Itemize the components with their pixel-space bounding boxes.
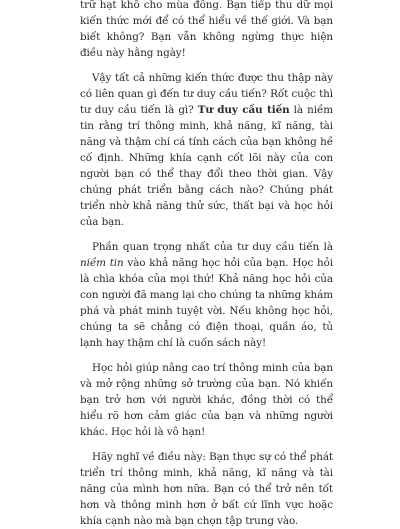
paragraph-1 bbox=[80, 0, 333, 61]
paragraph-2 bbox=[80, 70, 333, 230]
paragraph-2-text-a: Vậy tất cả những kiến thức được thu thập này có liên quan gì đến tư duy cầu tiến? Rốt cuộc thì tư duy cầu tiến là gì? bbox=[80, 72, 333, 116]
body-text bbox=[80, 0, 333, 529]
growth-mindset-term: Tư duy cầu tiến bbox=[197, 104, 290, 116]
belief-term: niềm tin bbox=[80, 257, 124, 269]
paragraph-3-text-b: vào khả năng học hỏi của bạn. Học hỏi là chìa khóa của mọi thứ! Khả năng học hỏi của con người đã mang lại cho chúng ta những khám phá và phát minh tuyệt vời. Nếu không học hỏi, chúng ta sẽ chẳng có điện thoại, quần áo, tủ lạnh hay thậm chí là cuốn sách này! bbox=[80, 257, 333, 349]
paragraph-4 bbox=[80, 360, 333, 440]
paragraph-1-text: trữ hạt khô cho mùa đông. Bạn tiếp thu dữ mọi kiến thức mới để có thể hiểu về thế giới. Và bạn biết không? Bạn vẫn không ngừng thực hiện điều này hằng ngày! bbox=[80, 0, 333, 59]
paragraph-5-text: Hãy nghĩ về điều này: Bạn thực sự có thể phát triển trí thông minh, khả năng, kĩ năng và tài năng của mình hơn nữa. Bạn có thể trở nên tốt hơn và thông minh hơn ở bất cứ lĩnh vực hoặc khía cạnh nào mà bạn chọn tập trung vào. bbox=[80, 451, 333, 527]
paragraph-3-text-a: Phần quan trọng nhất của tư duy cầu tiến là bbox=[92, 241, 333, 253]
paragraph-2-text-b: là niềm tin rằng trí thông minh, khả năng, kĩ năng, tài năng và thậm chí cá tính cách của bạn không hề cố định. Những khía cạnh cốt lõi này của con người bạn có thể thay đổi theo thời gian. Vậy chúng phát triển bằng cách nào? Chúng phát triển nhờ khả năng thử sức, thất bại và học hỏi của bạn. bbox=[80, 104, 333, 228]
paragraph-3 bbox=[80, 239, 333, 351]
paragraph-4-text: Học hỏi giúp nâng cao trí thông minh của bạn và mở rộng những sở trường của bạn. Nó khiến bạn trở hơn với người khác, đồng thời có thể hiểu rõ hơn cảm giác của bạn và những người khác. Học hỏi là vô hạn! bbox=[80, 362, 333, 438]
paragraph-5 bbox=[80, 449, 333, 529]
